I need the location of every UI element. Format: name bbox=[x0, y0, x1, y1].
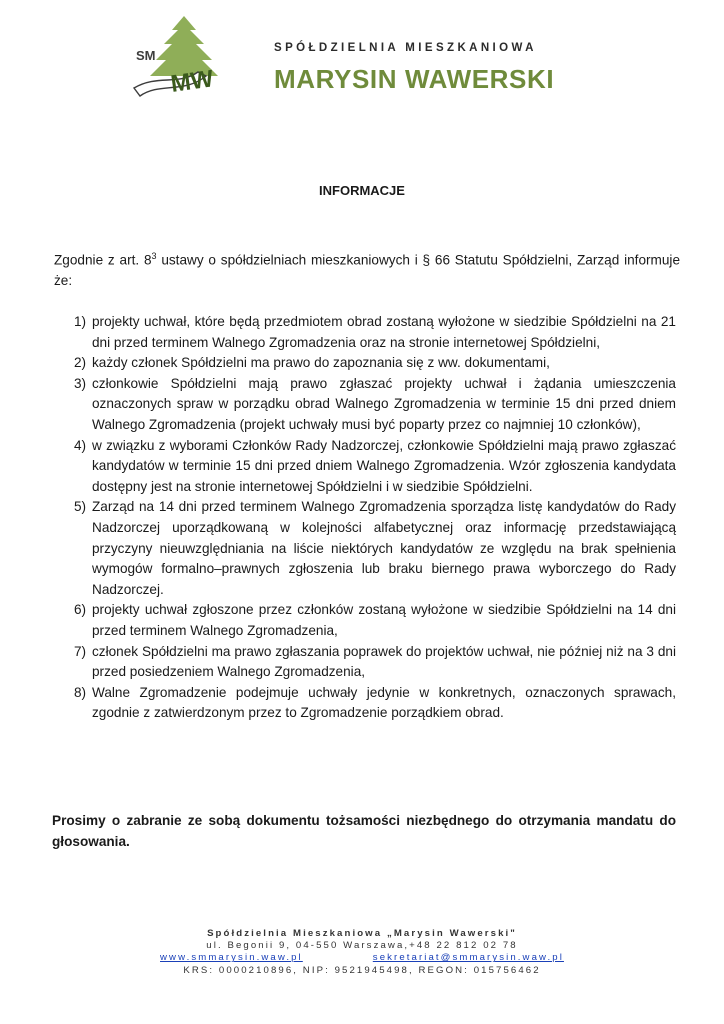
footer-email-link[interactable]: sekretariat@smmarysin.waw.pl bbox=[372, 952, 564, 964]
list-item-number: 2) bbox=[74, 355, 87, 371]
list-item-text: projekty uchwał, które będą przedmiotem obrad zostaną wyłożone w siedzibie Spółdzielni na 21 dni przed terminem Walnego Zgromadzenia oraz na stronie internetowej Spółdzielni, bbox=[92, 314, 676, 350]
logo-sm-text: SM bbox=[136, 48, 156, 63]
list-item bbox=[74, 353, 676, 374]
closing-note: Prosimy o zabranie ze sobą dokumentu tożsamości niezbędnego do otrzymania mandatu do głosowania. bbox=[52, 813, 676, 849]
footer-registry: KRS: 0000210896, NIP: 9521945498, REGON: 015756462 bbox=[183, 964, 541, 976]
list-item-number: 8) bbox=[74, 684, 87, 700]
list-item bbox=[74, 374, 676, 436]
list-item-text: Walne Zgromadzenie podejmuje uchwały jedynie w konkretnych, oznaczonych sprawach, zgodnie z zatwierdzonym przez to Zgromadzenie porządkiem obrad. bbox=[92, 684, 676, 721]
org-name-large: MARYSIN WAWERSKI bbox=[274, 64, 555, 94]
information-list bbox=[74, 312, 676, 724]
intro-paragraph bbox=[54, 246, 680, 292]
list-item bbox=[74, 497, 676, 600]
footer-links bbox=[0, 952, 724, 964]
list-item-number: 1) bbox=[74, 314, 87, 329]
list-item-number: 6) bbox=[74, 602, 87, 618]
org-name-small: SPÓŁDZIELNIA MIESZKANIOWA bbox=[274, 42, 537, 54]
list-item-number: 4) bbox=[74, 437, 87, 453]
footer-website-link[interactable]: www.smmarysin.waw.pl bbox=[160, 952, 303, 964]
footer-org-name: Spółdzielnia Mieszkaniowa „Marysin Wawerski" bbox=[207, 928, 517, 939]
list-item-text: każdy członek Spółdzielni ma prawo do zapoznania się z ww. dokumentami, bbox=[92, 355, 550, 371]
intro-text-after: ustawy o spółdzielniach mieszkaniowych i § 66 Statutu Spółdzielni, Zarząd informuje że: bbox=[54, 252, 681, 289]
list-item-text: w związku z wyborami Członków Rady Nadzorczej, członkowie Spółdzielni mają prawo zgłaszać kandydatów w terminie 15 dni przed dniem Walnego Zgromadzenia. Wzór zgłoszenia kandydata dostępny jest na stronie internetowej Spółdzielni i w siedzibie Spółdzielni. bbox=[92, 437, 676, 494]
footer-address: ul. Begonii 9, 04-550 Warszawa,+48 22 812 02 78 bbox=[206, 940, 518, 952]
list-item bbox=[74, 683, 676, 724]
list-item-text: projekty uchwał zgłoszone przez członków zostaną wyłożone w siedzibie Spółdzielni na 14 dni przed terminem Walnego Zgromadzenia, bbox=[92, 602, 676, 638]
logo-mw-text: MW bbox=[169, 65, 216, 98]
list-item-text: członek Spółdzielni ma prawo zgłaszania poprawek do projektów uchwał, nie później niż na 3 dni przed posiedzeniem Walnego Zgromadzenia, bbox=[92, 643, 676, 680]
intro-text-before: Zgodnie z art. 8 bbox=[54, 252, 152, 268]
footer bbox=[0, 928, 724, 977]
list-item-number: 7) bbox=[74, 643, 87, 659]
document-title: INFORMACJE bbox=[319, 183, 405, 198]
list-item bbox=[74, 436, 676, 498]
list-item-text: Zarząd na 14 dni przed terminem Walnego Zgromadzenia sporządza listę kandydatów do Rady Nadzorczej uporządkowaną w kolejności alfabetycznej oraz informację przedstawiającą przyczyny nieuwzględniania na liście niektórych kandydatów ze względu na brak spełnienia wymogów formalno–prawnych zgłoszenia lub braku biernego prawa wyborczego do Rady Nadzorczej. bbox=[92, 499, 676, 597]
list-item-number: 5) bbox=[74, 499, 87, 515]
list-item bbox=[74, 312, 676, 353]
intro-superscript: 3 bbox=[151, 251, 157, 261]
list-item-number: 3) bbox=[74, 375, 87, 391]
cooperative-logo bbox=[128, 14, 224, 98]
list-item-text: członkowie Spółdzielni mają prawo zgłaszać projekty uchwał i żądania umieszczenia oznaczonych spraw w porządku obrad Walnego Zgromadzenia w terminie 15 dni przed dniem Walnego Zgromadzenia (projekt uchwały musi być poparty przez co najmniej 10 członków), bbox=[92, 375, 676, 432]
list-item bbox=[74, 600, 676, 641]
list-item bbox=[74, 642, 676, 683]
